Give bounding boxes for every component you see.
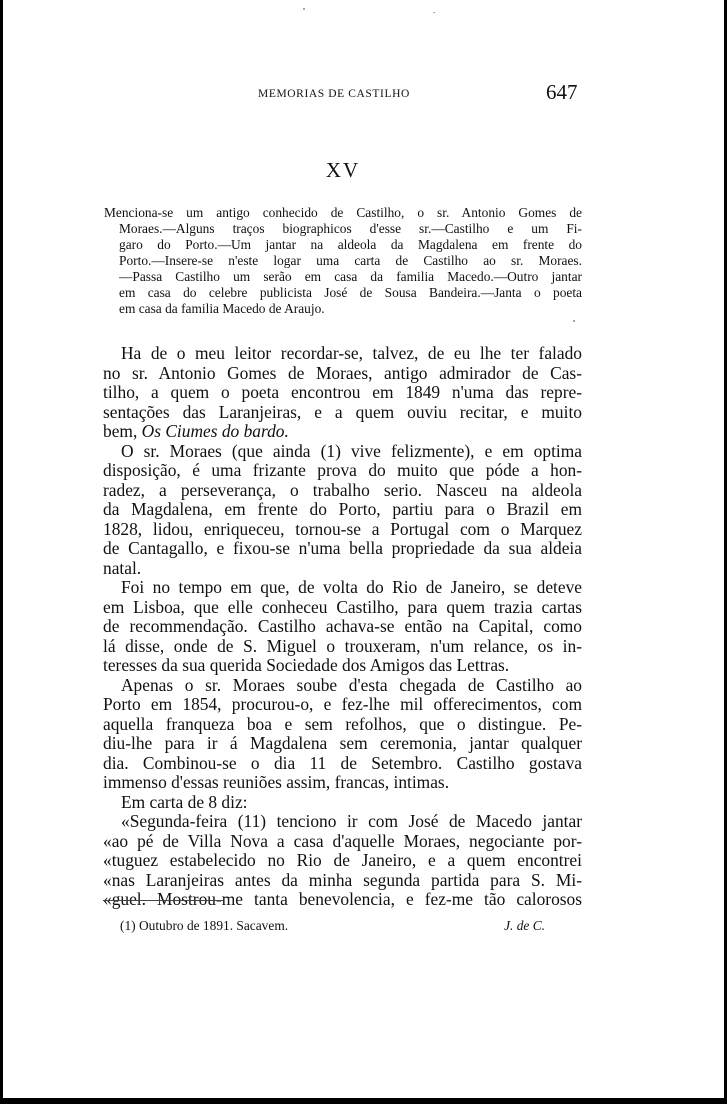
body-text bbox=[103, 344, 582, 910]
text-line: Em carta de 8 diz: bbox=[121, 791, 248, 812]
text-line: Porto em 1854, procurou-o, e fez-lhe mil offerecimentos, com bbox=[103, 694, 582, 714]
text-line: dia. Combinou-se o dia 11 de Setembro. Castilho gostava bbox=[103, 752, 582, 773]
summary-line: em casa do celebre publicista José de Sousa Bandeira.—Janta o poeta bbox=[119, 285, 582, 300]
summary-line: Menciona-se um antigo conhecido de Castilho, o sr. Antonio Gomes de bbox=[104, 205, 582, 220]
paper-speck bbox=[433, 12, 435, 13]
quote-line: «Segunda-feira (11) tenciono ir com José de Macedo jantar bbox=[121, 811, 582, 831]
text-line: Apenas o sr. Moraes soube d'esta chegada de Castilho ao bbox=[121, 674, 582, 695]
summary-line: Porto.—Insere-se n'este logar uma carta de Castilho ao sr. Moraes. bbox=[119, 253, 582, 268]
work-title: Os Ciumes do bardo. bbox=[141, 421, 289, 441]
chapter-number: XV bbox=[325, 158, 361, 182]
text-line: em Lisboa, que elle conheceu Castilho, para quem trazia cartas bbox=[103, 596, 582, 617]
paper-speck bbox=[303, 8, 305, 10]
footnote-rule bbox=[103, 900, 223, 901]
text-line: immenso d'essas reuniões assim, francas, intimas. bbox=[103, 772, 450, 792]
text-line: no sr. Antonio Gomes de Moraes, antigo admirador de Cas- bbox=[103, 362, 582, 383]
summary-line: Moraes.—Alguns traços biographicos d'esse sr.—Castilho e um Fi- bbox=[119, 221, 582, 236]
quote-line: «tuguez estabelecido no Rio de Janeiro, e a quem encontrei bbox=[103, 850, 582, 870]
text-line: disposição, é uma frizante prova do muito que póde a hon- bbox=[103, 460, 582, 480]
footnote-text: (1) Outubro de 1891. Sacavem. bbox=[120, 918, 289, 933]
quote-line: «nas Laranjeiras antes da minha segunda partida para S. Mi- bbox=[103, 869, 582, 890]
text-line: teresses da sua querida Sociedade dos Amigos das Lettras. bbox=[103, 655, 510, 675]
text-line: lá disse, onde de S. Miguel o trouxeram, n'um relance, os in- bbox=[103, 635, 582, 656]
text-fragment: bem, bbox=[103, 421, 142, 441]
page-number: 647 bbox=[546, 80, 578, 104]
text-line: Foi no tempo em que, de volta do Rio de Janeiro, se deteve bbox=[121, 577, 582, 597]
text-line: O sr. Moraes (que ainda (1) vive felizmente), e em optima bbox=[121, 440, 582, 461]
running-title: MEMORIAS DE CASTILHO bbox=[258, 88, 410, 100]
summary-line: em casa da familia Macedo de Araujo. bbox=[119, 301, 325, 316]
text-line: da Magdalena, em frente do Porto, partiu para o Brazil em bbox=[103, 499, 582, 519]
text-line: aquella franqueza boa e sem refolhos, que o distingue. Pe- bbox=[103, 713, 582, 734]
text-line: tilho, a quem o poeta encontrou em 1849 n'uma das repre- bbox=[103, 382, 582, 402]
quote-line: «guel. Mostrou-me tanta benevolencia, e fez-me tão calorosos bbox=[103, 889, 582, 909]
text-line: diu-lhe para ir á Magdalena sem ceremonia, jantar qualquer bbox=[103, 733, 582, 753]
summary-line: —Passa Castilho um serão em casa da familia Macedo.—Outro jantar bbox=[119, 269, 582, 284]
footnote bbox=[120, 918, 545, 934]
text-line: Ha de o meu leitor recordar-se, talvez, de eu lhe ter falado bbox=[121, 343, 582, 363]
paper-speck bbox=[573, 320, 575, 322]
text-line: de Cantagallo, e fixou-se n'uma bella propriedade da sua aldeia bbox=[103, 538, 582, 558]
text-line bbox=[103, 422, 582, 442]
quote-line: «ao pé de Villa Nova a casa d'aquelle Moraes, negociante por- bbox=[103, 830, 582, 851]
text-line: radez, a perseverança, o trabalho serio. Nasceu na aldeola bbox=[103, 479, 582, 500]
chapter-summary bbox=[104, 205, 582, 317]
text-line: natal. bbox=[103, 557, 142, 578]
text-line: de recommendação. Castilho achava-se então na Capital, como bbox=[103, 616, 582, 636]
summary-line: garo do Porto.—Um jantar na aldeola da Magdalena em frente do bbox=[119, 237, 582, 252]
footnote-signature: J. de C. bbox=[504, 918, 545, 933]
text-line: sentações das Laranjeiras, e a quem ouviu recitar, e muito bbox=[103, 401, 582, 422]
text-line: 1828, lidou, enriqueceu, tornou-se a Portugal com o Marquez bbox=[103, 518, 582, 539]
